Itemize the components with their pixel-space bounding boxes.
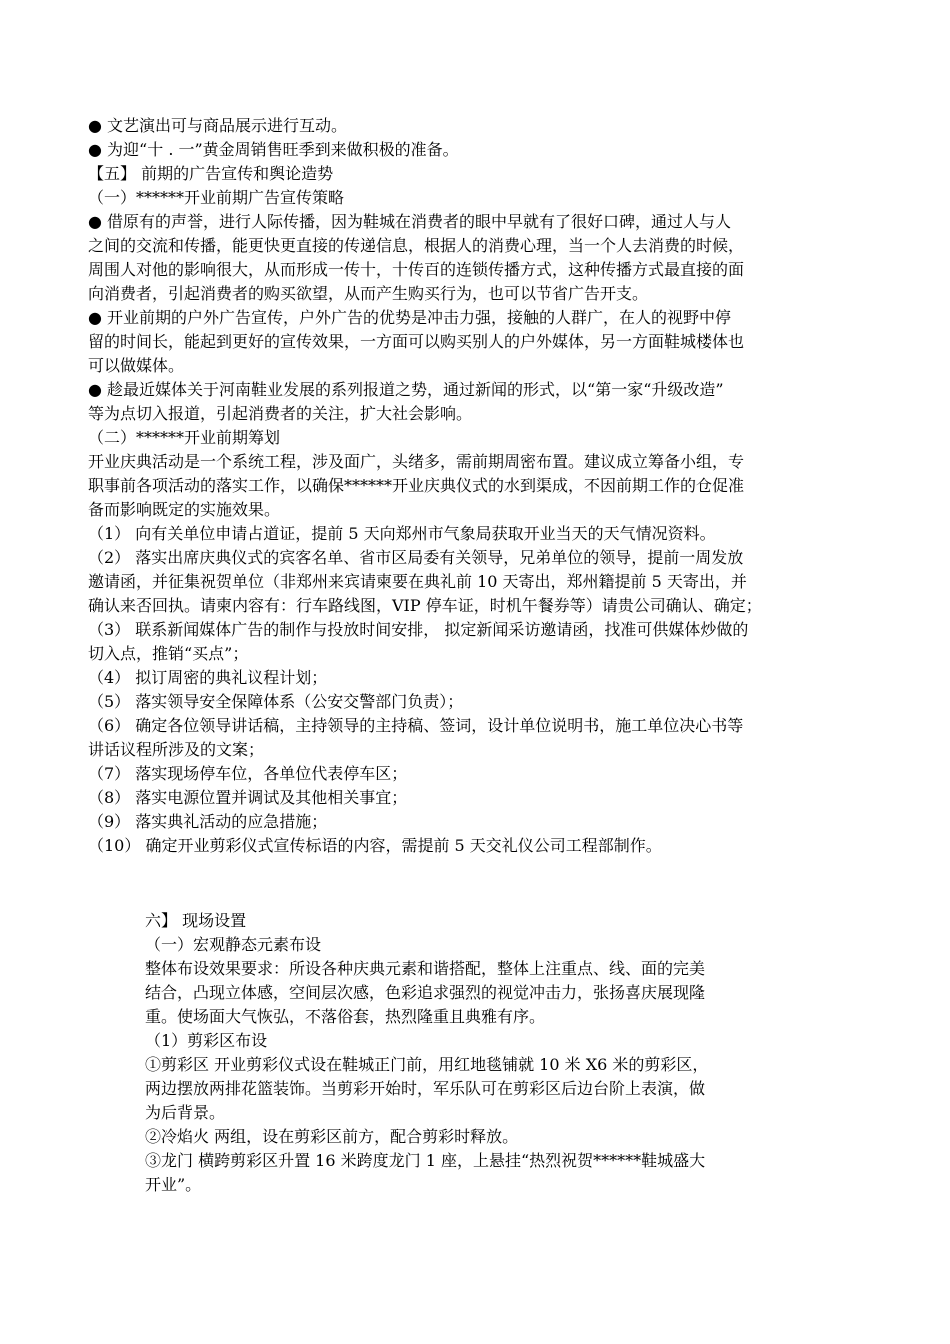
subsection-title: （一）******开业前期广告宣传策略 (88, 188, 345, 207)
section6 (145, 909, 805, 1197)
list-item: （5） 落实领导安全保障体系（公安交警部门负责）； (88, 692, 464, 711)
list-item: （1） 向有关单位申请占道证，提前 5 天向郑州市气象局获取开业当天的天气情况资料。 (88, 524, 716, 543)
paragraph-line: 等为点切入报道，引起消费者的关注，扩大社会影响。 (88, 404, 473, 423)
paragraph-line: ● 借原有的声誉，进行人际传播，因为鞋城在消费者的眼中早就有了很好口碑，通过人与人 (88, 212, 732, 231)
list-item: （9） 落实典礼活动的应急措施； (88, 812, 328, 831)
paragraph-line: 之间的交流和传播，能更快更直接的传递信息，根据人的消费心理，当一个人去消费的时候， (88, 236, 745, 255)
paragraph-line: 为后背景。 (145, 1103, 226, 1122)
subsection-title: （二）******开业前期筹划 (88, 428, 281, 447)
list-item: （7） 落实现场停车位，各单位代表停车区； (88, 764, 408, 783)
list-item: （2） 落实出席庆典仪式的宾客名单、省市区局委有关领导，兄弟单位的领导，提前一周发放 (88, 548, 744, 567)
paragraph-line: 整体布设效果要求：所设各种庆典元素和谐搭配，整体上注重点、线、面的完美 (145, 959, 706, 978)
paragraph-line: 留的时间长，能起到更好的宣传效果，一方面可以购买别人的户外媒体，另一方面鞋城楼体也 (88, 332, 745, 351)
paragraph-line: 职事前各项活动的落实工作，以确保******开业庆典仪式的水到渠成，不因前期工作的仓促准 (88, 476, 745, 495)
subsection-title: （一）宏观静态元素布设 (145, 935, 322, 954)
list-item: （6） 确定各位领导讲话稿，主持领导的主持稿、签词，设计单位说明书，施工单位决心书等 (88, 716, 744, 735)
bullet-line: ● 为迎“十 . 一”黄金周销售旺季到来做积极的准备。 (88, 140, 459, 159)
list-item: （4） 拟订周密的典礼议程计划； (88, 668, 328, 687)
list-item: （10） 确定开业剪彩仪式宣传标语的内容，需提前 5 天交礼仪公司工程部制作。 (88, 836, 662, 855)
paragraph-line: 向消费者，引起消费者的购买欲望，从而产生购买行为，也可以节省广告开支。 (88, 284, 649, 303)
paragraph-line: 两边摆放两排花篮装饰。当剪彩开始时，军乐队可在剪彩区后边台阶上表演，做 (145, 1079, 706, 1098)
paragraph-line: 备而影响既定的实施效果。 (88, 500, 281, 519)
list-item: （3） 联系新闻媒体广告的制作与投放时间安排， 拟定新闻采访邀请函，找准可供媒体炒做的 (88, 620, 749, 639)
subsection-title: （1）剪彩区布设 (145, 1031, 268, 1050)
list-item: 邀请函，并征集祝贺单位（非郑州来宾请柬要在典礼前 10 天寄出，郑州籍提前 5 天寄出，并 (88, 572, 747, 591)
bullet-line: ● 文艺演出可与商品展示进行互动。 (88, 116, 348, 135)
paragraph-line: 可以做媒体。 (88, 356, 185, 375)
paragraph-line: 结合，凸现立体感，空间层次感，色彩追求强烈的视觉冲击力，张扬喜庆展现隆 (145, 983, 706, 1002)
list-item: 切入点，推销“买点”； (88, 644, 249, 663)
paragraph-line: 开业庆典活动是一个系统工程，涉及面广，头绪多，需前期周密布置。建议成立筹备小组，专 (88, 452, 745, 471)
section6-title: 六】 现场设置 (145, 911, 247, 930)
paragraph-line: 重。使场面大气恢弘，不落俗套，热烈隆重且典雅有序。 (145, 1007, 546, 1026)
paragraph-line: 开业”。 (145, 1175, 202, 1194)
section5-bullets-top (88, 114, 872, 858)
list-item: 讲话议程所涉及的文案； (88, 740, 265, 759)
list-item: 确认来否回执。请柬内容有：行车路线图，VIP 停车证，时机午餐券等）请贵公司确认、确定； (88, 596, 762, 615)
paragraph-line: ②冷焰火 两组，设在剪彩区前方，配合剪彩时释放。 (145, 1127, 519, 1146)
paragraph-line: ● 开业前期的户外广告宣传，户外广告的优势是冲击力强，接触的人群广，在人的视野中停 (88, 308, 732, 327)
list-item: （8） 落实电源位置并调试及其他相关事宜； (88, 788, 408, 807)
paragraph-line: ● 趁最近媒体关于河南鞋业发展的系列报道之势，通过新闻的形式，以“第一家“升级改造” (88, 380, 724, 399)
paragraph-line: 周围人对他的影响很大，从而形成一传十，十传百的连锁传播方式，这种传播方式最直接的面 (88, 260, 745, 279)
paragraph-line: ①剪彩区 开业剪彩仪式设在鞋城正门前，用红地毯铺就 10 米 X6 米的剪彩区， (145, 1055, 709, 1074)
paragraph-line: ③龙门 横跨剪彩区升置 16 米跨度龙门 1 座，上悬挂“热烈祝贺******鞋城盛大 (145, 1151, 706, 1170)
section5-title: 【五】 前期的广告宣传和舆论造势 (88, 164, 334, 183)
